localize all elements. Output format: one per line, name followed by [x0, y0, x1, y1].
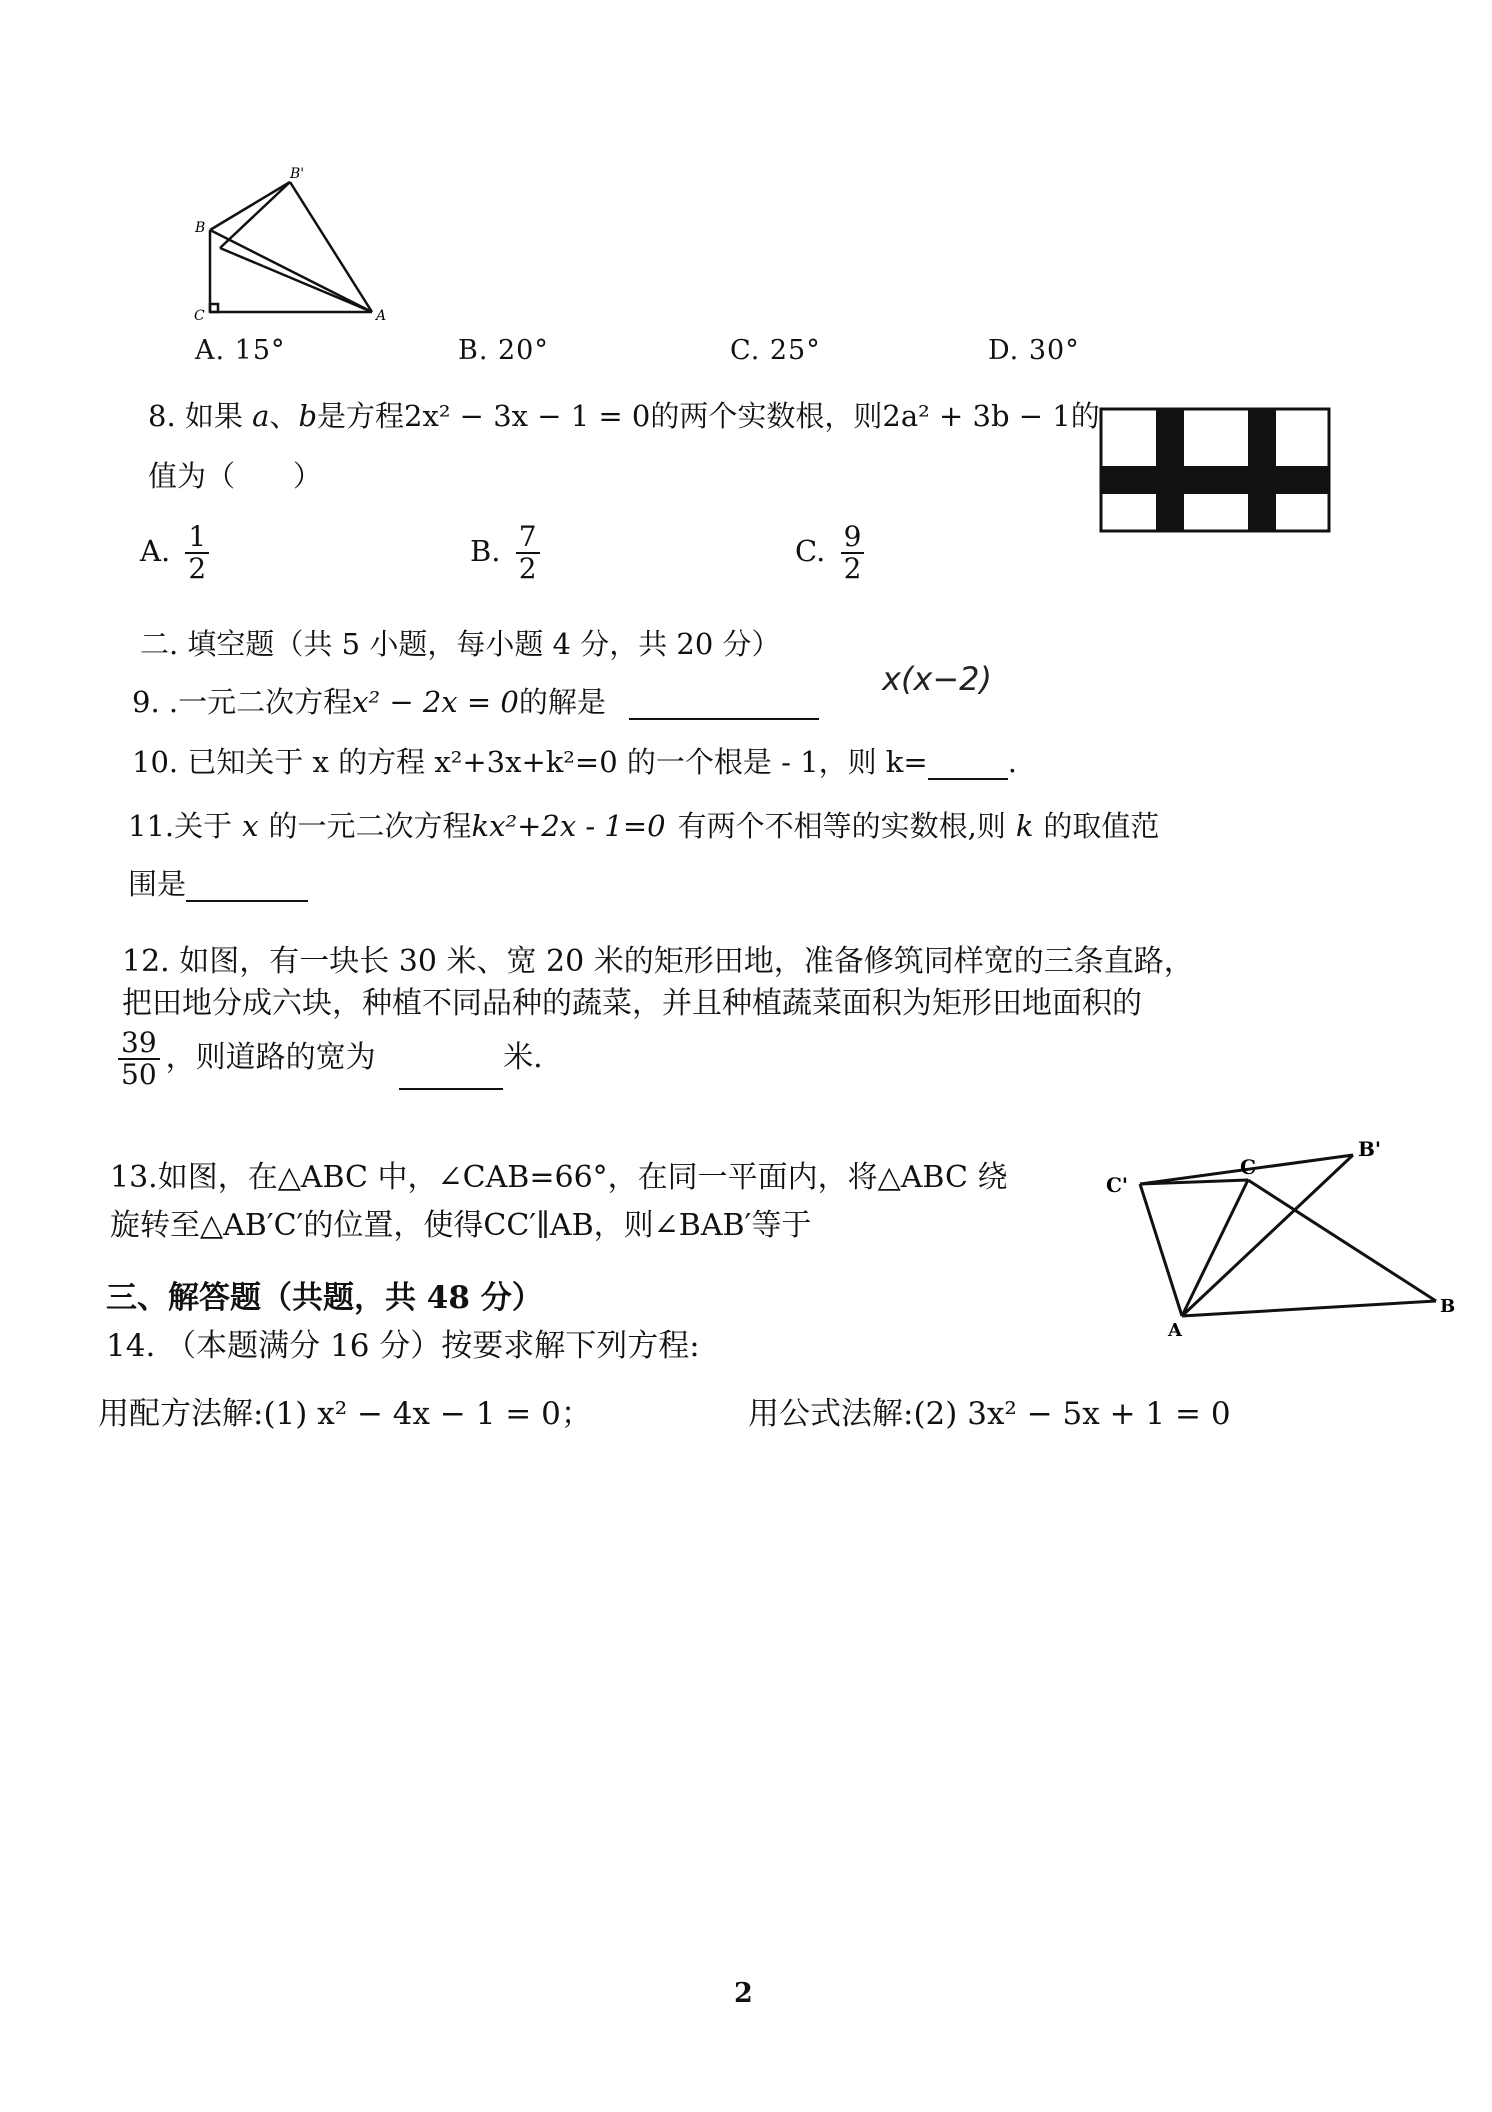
q9-number: 9. . [132, 685, 179, 719]
q10-end: . [1007, 745, 1017, 779]
q8-option-b-label: B. [470, 534, 501, 568]
q9-answer-blank[interactable] [629, 692, 819, 720]
q11-var-k: k [1015, 809, 1034, 843]
q13-number: 13. [110, 1160, 158, 1195]
q8-line1 [148, 398, 1100, 434]
q10-line [132, 744, 1017, 780]
q9-equation: x² − 2x = 0 [352, 685, 519, 719]
q13-line1-text: 如图，在△ABC 中，∠CAB=66°，在同一平面内，将△ABC 绕 [157, 1160, 1008, 1195]
q9-text: 一元二次方程 [178, 685, 353, 719]
q7-triangle-figure [190, 160, 400, 325]
q7-label-b: B [195, 220, 206, 236]
q13-label-b: B [1440, 1296, 1456, 1317]
q8-var-b: b [298, 399, 318, 433]
q8-expression: 2a² + 3b − 1 [882, 399, 1071, 433]
q11-text-2: 的一元二次方程 [268, 809, 472, 843]
q8-option-b-fraction [516, 522, 540, 584]
q7-label-b-prime: B' [290, 166, 305, 182]
q13-rotation-figure [1100, 1138, 1470, 1338]
q13-label-a: A [1168, 1320, 1182, 1338]
q11-line2 [128, 866, 308, 902]
q8-text-1: 如果 [184, 399, 243, 433]
q12-line1 [122, 944, 1194, 980]
q13-label-c: C [1240, 1155, 1256, 1179]
q7-label-c: C [194, 308, 205, 324]
q8-text-4: 的 [1070, 399, 1100, 433]
q8-option-c-label: C. [795, 534, 826, 568]
q12-fraction [118, 1028, 160, 1090]
q8-number: 8. [148, 399, 176, 433]
q11-text-3: 有两个不相等的实数根,则 [677, 809, 1006, 843]
q14-part1-label: 用配方法解: [98, 1396, 264, 1432]
q8-sep: 、 [269, 399, 299, 433]
q8-line2: 值为（ ） [148, 459, 323, 493]
q12-line1-text: 如图，有一块长 30 米、宽 20 米的矩形田地，准备修筑同样宽的三条直路， [179, 944, 1194, 979]
q8-text-2: 是方程 [317, 399, 405, 433]
q7-option-d: D. 30° [988, 335, 1080, 366]
q12-frac-num: 39 [118, 1028, 160, 1060]
q10-number: 10. [132, 745, 179, 779]
q8-option-c-num: 9 [841, 522, 865, 554]
q10-answer-blank[interactable] [928, 752, 1008, 780]
q8-option-c-den: 2 [843, 552, 862, 585]
page-number: 2 [734, 1978, 753, 2009]
q13-line2: 旋转至△AB′C′的位置，使得CC′∥AB，则∠BAB′等于 [110, 1208, 812, 1243]
q9-text-2: 的解是 [518, 685, 606, 719]
q14-part2-label: 用公式法解: [748, 1396, 914, 1432]
q8-option-a-fraction [185, 522, 209, 584]
q7-option-a: A. 15° [195, 335, 286, 366]
q14-part2-equation: (2) 3x² − 5x + 1 = 0 [913, 1396, 1231, 1432]
q8-option-b-num: 7 [516, 522, 540, 554]
q8-option-b-den: 2 [518, 552, 537, 585]
section2-title: 二. 填空题（共 5 小题，每小题 4 分，共 20 分） [140, 627, 781, 661]
q7-option-b: B. 20° [458, 335, 549, 366]
q11-number: 11. [128, 809, 175, 843]
q8-option-a-num: 1 [185, 522, 209, 554]
q12-line3a: ，则道路的宽为 [165, 1040, 376, 1075]
q8-option-c-fraction [841, 522, 865, 584]
q9-line [132, 684, 819, 720]
q8-option-a-den: 2 [188, 552, 207, 585]
q11-text-1: 关于 [174, 809, 233, 843]
q11-text-4: 的取值范 [1043, 809, 1160, 843]
q7-label-a: A [376, 308, 387, 324]
q8-option-b [470, 522, 546, 584]
q12-frac-den: 50 [121, 1058, 157, 1091]
q14-part1-equation: (1) x² − 4x − 1 = 0； [263, 1396, 592, 1432]
q8-option-c [795, 522, 870, 584]
q12-line3b: 米. [503, 1040, 543, 1075]
q11-answer-blank[interactable] [186, 874, 308, 902]
q13-label-b-prime: B' [1358, 1138, 1382, 1161]
q8-var-a: a [252, 399, 270, 433]
field-road-figure [1098, 406, 1334, 534]
q14-part2 [748, 1396, 1231, 1432]
q11-line2-text: 围是 [128, 867, 187, 901]
q8-equation: 2x² − 3x − 1 = 0 [404, 399, 651, 433]
q12-answer-blank[interactable] [399, 1062, 503, 1090]
q8-option-a-label: A. [140, 534, 171, 568]
q12-line2: 把田地分成六块，种植不同品种的蔬菜，并且种植蔬菜面积为矩形田地面积的 [122, 986, 1142, 1021]
q10-text: 已知关于 x 的方程 x²+3x+k²=0 的一个根是 - 1，则 k= [187, 745, 928, 779]
q8-text-3: 的两个实数根，则 [650, 399, 883, 433]
q13-label-c-prime: C' [1106, 1173, 1129, 1197]
q12-number: 12. [122, 944, 170, 979]
q12-line3 [118, 1028, 543, 1090]
q11-line1 [128, 808, 1159, 844]
q14-part1 [98, 1396, 592, 1432]
q8-option-a [140, 522, 215, 584]
q11-var-x: x [242, 809, 259, 843]
q9-handwritten-answer: x(x−2) [882, 660, 993, 698]
q14-title: 14. （本题满分 16 分）按要求解下列方程: [106, 1328, 700, 1364]
q13-line1 [110, 1160, 1008, 1196]
q11-equation: kx²+2x - 1=0 [471, 809, 666, 843]
section3-title: 三、解答题（共题，共 48 分） [106, 1280, 543, 1316]
q7-option-c: C. 25° [730, 335, 821, 366]
